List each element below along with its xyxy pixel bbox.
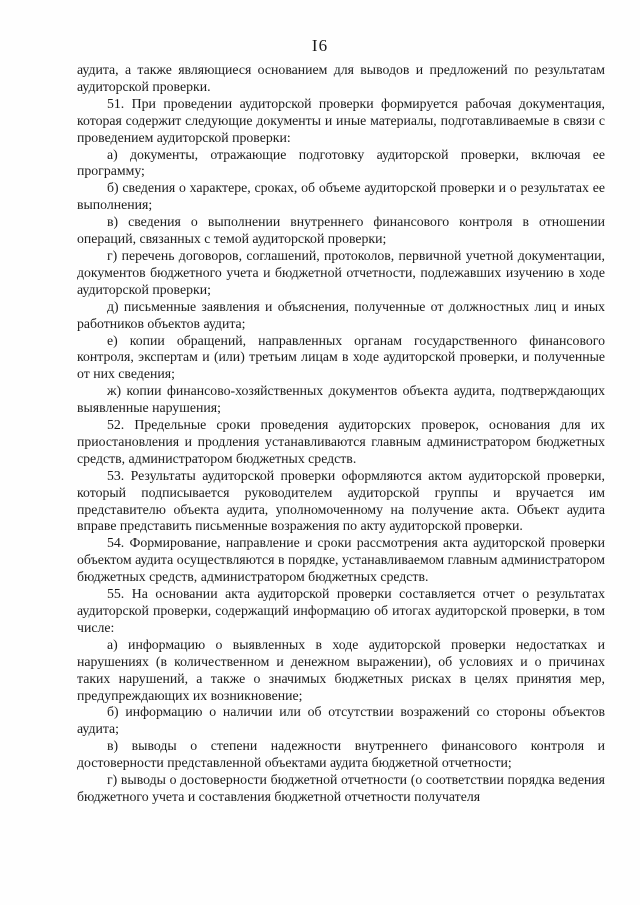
- list-item-51a: а) документы, отражающие подготовку аудиторской проверки, включая ее программу;: [77, 146, 605, 179]
- list-item-51zh: ж) копии финансово-хозяйственных документов объекта аудита, подтверждающих выявленные нарушения;: [77, 383, 605, 416]
- document-body: [77, 62, 605, 806]
- page-number: I6: [311, 36, 329, 55]
- paragraph-53: 53. Результаты аудиторской проверки оформляются актом аудиторской проверки, который подписывается руководителем аудиторской группы и вручается им представителю объекта аудита, уполномоченному на получение акта. Объект аудита вправе представить письменные возражения по акту аудиторской проверки.: [77, 467, 605, 534]
- list-item-51e: е) копии обращений, направленных органам государственного финансового контроля, экспертам и (или) третьим лицам в ходе аудиторской проверки, и полученные от них сведения;: [77, 332, 605, 382]
- list-item-51b: б) сведения о характере, сроках, об объеме аудиторской проверки и о результатах ее выполнения;: [77, 180, 605, 213]
- paragraph-continuation: аудита, а также являющиеся основанием для выводов и предложений по результатам аудиторской проверки.: [77, 62, 605, 94]
- paragraph-55: 55. На основании акта аудиторской проверки составляется отчет о результатах аудиторской проверки, содержащий информацию об итогах аудиторской проверки, в том числе:: [77, 586, 605, 635]
- paragraph-51: 51. При проведении аудиторской проверки формируется рабочая документация, которая содержит следующие документы и иные материалы, подготавливаемые в связи с проведением аудиторской проверки:: [77, 95, 605, 145]
- list-item-55g: г) выводы о достоверности бюджетной отчетности (о соответствии порядка ведения бюджетного учета и составления бюджетной отчетности получателя: [77, 772, 605, 804]
- list-item-51d: д) письменные заявления и объяснения, полученные от должностных лиц и иных работников объектов аудита;: [77, 298, 605, 331]
- list-item-51v: в) сведения о выполнении внутреннего финансового контроля в отношении операций, связанных с темой аудиторской проверки;: [77, 214, 605, 247]
- paragraph-54: 54. Формирование, направление и сроки рассмотрения акта аудиторской проверки объектом аудита осуществляются в порядке, устанавливаемом главным администратором бюджетных средств, администратором бюджетных средств.: [77, 535, 605, 585]
- list-item-55b: б) информацию о наличии или об отсутствии возражений со стороны объектов аудита;: [77, 704, 605, 737]
- paragraph-52: 52. Предельные сроки проведения аудиторских проверок, основания для их приостановления и продления устанавливаются главным администратором бюджетных средств, администратором бюджетных средств.: [77, 417, 605, 466]
- list-item-55a: а) информацию о выявленных в ходе аудиторской проверки недостатках и нарушениях (в количественном и денежном выражении), об условиях и о причинах таких нарушений, а также о значимых бюджетных рисках в целях принятия мер, предупреждающих их возникновение;: [77, 636, 605, 703]
- list-item-51g: г) перечень договоров, соглашений, протоколов, первичной учетной документации, документов бюджетного учета и бюджетной отчетности, подлежавших изучению в ходе аудиторской проверки;: [77, 247, 605, 297]
- list-item-55v: в) выводы о степени надежности внутреннего финансового контроля и достоверности представленной объектами аудита бюджетной отчетности;: [77, 738, 605, 771]
